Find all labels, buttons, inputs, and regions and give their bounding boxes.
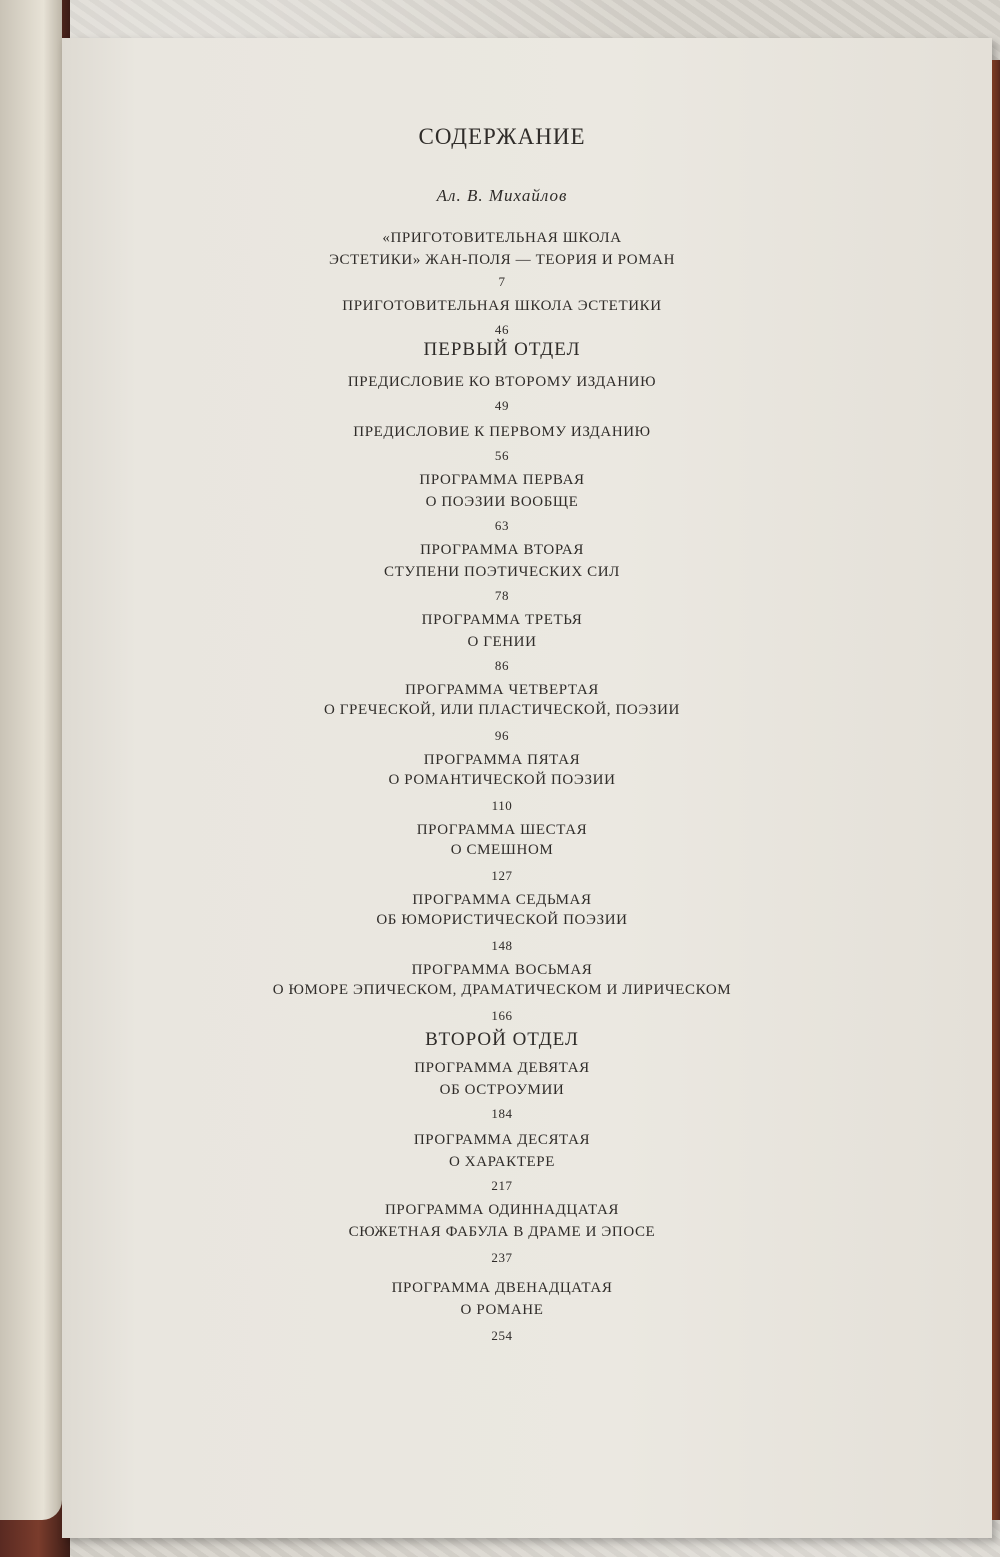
toc-entry-title: ПРОГРАММА СЕДЬМАЯ [412, 892, 592, 908]
toc-entry-title: СТУПЕНИ ПОЭТИЧЕСКИХ СИЛ [384, 564, 620, 580]
toc-page-number: 49 [494, 398, 510, 413]
toc-entry-title: ОБ ОСТРОУМИИ [439, 1082, 565, 1098]
toc-entry-title: О РОМАНЕ [460, 1302, 544, 1318]
toc-entry-title: О РОМАНТИЧЕСКОЙ ПОЭЗИИ [388, 772, 616, 788]
toc-page-number: 184 [491, 1106, 513, 1121]
toc-page-number: 78 [494, 588, 510, 603]
toc-entry-title: ПРЕДИСЛОВИЕ К ПЕРВОМУ ИЗДАНИЮ [353, 424, 651, 440]
toc-page-number: 127 [491, 868, 513, 883]
left-page-edge [0, 0, 62, 1520]
toc-page-number: 96 [494, 728, 510, 743]
toc-page-number: 254 [491, 1328, 513, 1343]
toc-page-number: 110 [491, 798, 513, 813]
toc-entry-title: ПРОГРАММА ШЕСТАЯ [416, 822, 588, 838]
section-heading: ВТОРОЙ ОТДЕЛ [425, 1029, 579, 1050]
toc-page-number: 166 [491, 1008, 513, 1023]
toc-page-number: 237 [491, 1250, 513, 1265]
toc-page-number: 63 [494, 518, 510, 533]
toc-entry-title: О ГРЕЧЕСКОЙ, ИЛИ ПЛАСТИЧЕСКОЙ, ПОЭЗИИ [324, 702, 680, 718]
toc-entry-title: ПРОГРАММА ТРЕТЬЯ [421, 612, 583, 628]
toc-entry-title: ПРОГРАММА ОДИННАДЦАТАЯ [384, 1202, 620, 1218]
toc-entry-title: ПРОГРАММА ВОСЬМАЯ [411, 962, 593, 978]
page-title: СОДЕРЖАНИЕ [418, 124, 586, 149]
toc-entry-title: О ПОЭЗИИ ВООБЩЕ [425, 494, 579, 510]
toc-entry-title: ПРОГРАММА ВТОРАЯ [420, 542, 584, 558]
toc-page-number: 46 [494, 322, 510, 337]
toc-page-number: 217 [491, 1178, 513, 1193]
toc-page-number: 7 [498, 274, 506, 289]
author-name: Ал. В. Михайлов [436, 186, 568, 205]
toc-entry-title: ПРОГРАММА ЧЕТВЕРТАЯ [405, 682, 599, 698]
toc-entry-title: О СМЕШНОМ [450, 842, 554, 858]
toc-entry-title: ПРОГРАММА ДВЕНАДЦАТАЯ [391, 1280, 613, 1296]
toc-page-number: 86 [494, 658, 510, 673]
toc-entry-title: ПРИГОТОВИТЕЛЬНАЯ ШКОЛА ЭСТЕТИКИ [342, 298, 662, 314]
toc-page-number: 56 [494, 448, 510, 463]
toc-entry-title: ПРЕДИСЛОВИЕ КО ВТОРОМУ ИЗДАНИЮ [347, 374, 657, 390]
toc-entry-title: О ГЕНИИ [467, 634, 537, 650]
toc-entry-title: ПРОГРАММА ДЕСЯТАЯ [413, 1132, 591, 1148]
toc-entry-title: ПРОГРАММА ДЕВЯТАЯ [414, 1060, 590, 1076]
toc-entry-title: ОБ ЮМОРИСТИЧЕСКОЙ ПОЭЗИИ [376, 912, 628, 928]
toc-entry-title: О ЮМОРЕ ЭПИЧЕСКОМ, ДРАМАТИЧЕСКОМ И ЛИРИЧЕСКОМ [272, 982, 732, 998]
toc-entry-title: ЭСТЕТИКИ» ЖАН-ПОЛЯ — ТЕОРИЯ И РОМАН [328, 252, 676, 268]
toc-page-number: 148 [491, 938, 513, 953]
section-heading: ПЕРВЫЙ ОТДЕЛ [423, 339, 581, 360]
toc-entry-title: ПРОГРАММА ПЯТАЯ [423, 752, 581, 768]
toc-entry-title: «ПРИГОТОВИТЕЛЬНАЯ ШКОЛА [382, 230, 622, 246]
toc-entry-title: СЮЖЕТНАЯ ФАБУЛА В ДРАМЕ И ЭПОСЕ [348, 1224, 656, 1240]
toc-entry-title: ПРОГРАММА ПЕРВАЯ [419, 472, 585, 488]
toc-entry-title: О ХАРАКТЕРЕ [449, 1154, 555, 1170]
